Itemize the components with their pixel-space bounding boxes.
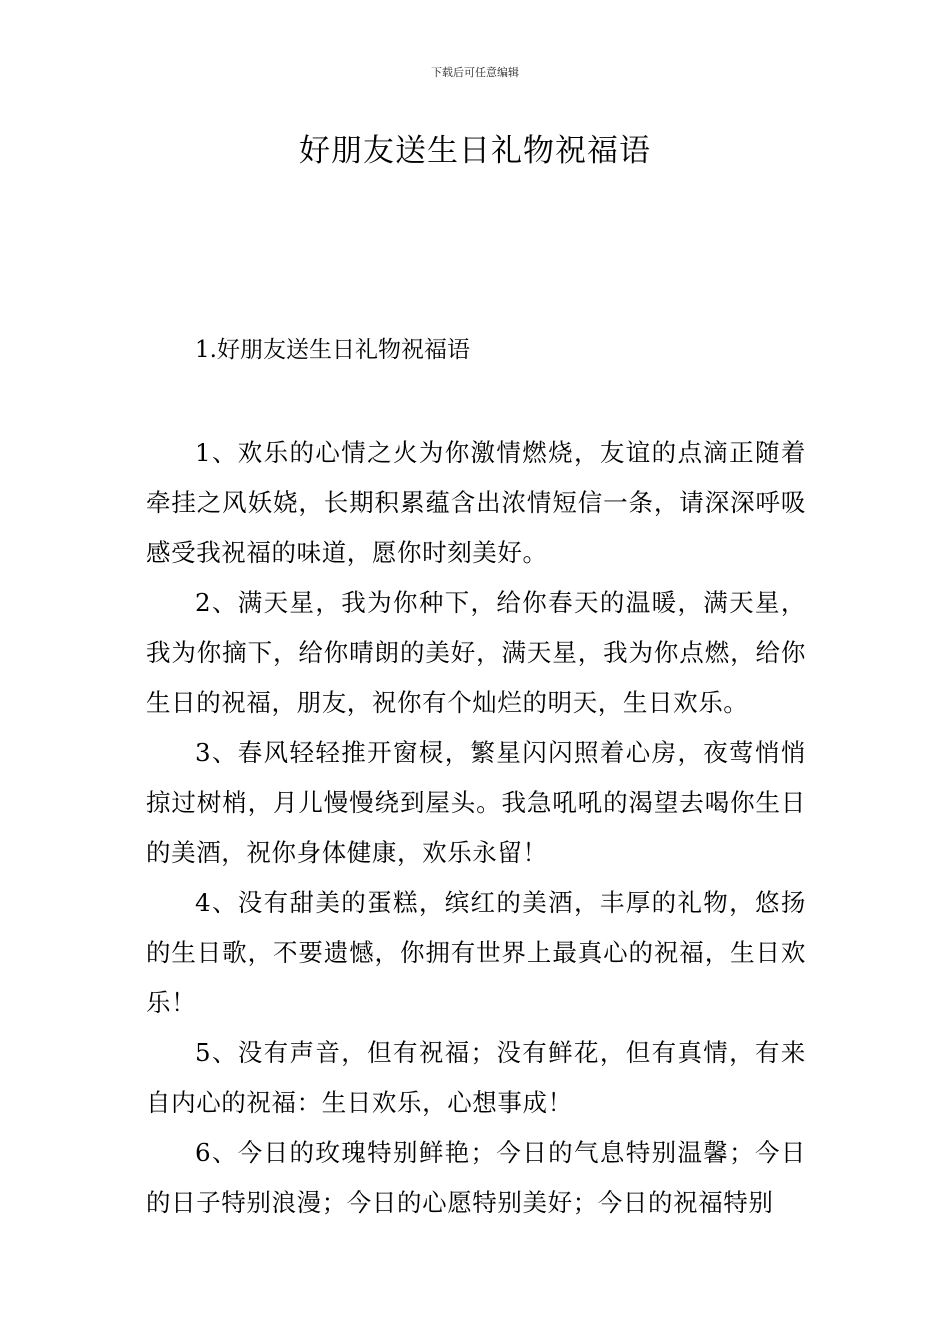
paragraph-3: 3、春风轻轻推开窗棂，繁星闪闪照着心房，夜莺悄悄掠过树梢，月儿慢慢绕到屋头。我急吼吼的渴望去喝你生日的美酒，祝你身体健康，欢乐永留！: [146, 738, 806, 867]
paragraph-1: 1、欢乐的心情之火为你激情燃烧，友谊的点滴正随着牵挂之风妖娆，长期积累蕴含出浓情短信一条，请深深呼吸感受我祝福的味道，愿你时刻美好。: [146, 438, 806, 567]
paragraph-2: 2、满天星，我为你种下，给你春天的温暖，满天星，我为你摘下，给你晴朗的美好，满天星，我为你点燃，给你生日的祝福，朋友，祝你有个灿烂的明天，生日欢乐。: [146, 588, 806, 717]
section-heading: 1.好朋友送生日礼物祝福语: [195, 337, 470, 363]
document-body: [146, 428, 806, 1228]
paragraph-5: 5、没有声音，但有祝福；没有鲜花，但有真情，有来自内心的祝福：生日欢乐，心想事成！: [146, 1038, 806, 1117]
paragraph-4: 4、没有甜美的蛋糕，缤红的美酒，丰厚的礼物，悠扬的生日歌，不要遗憾，你拥有世界上最真心的祝福，生日欢乐！: [146, 888, 806, 1017]
header-note: 下载后可任意编辑: [431, 66, 519, 79]
document-title: 好朋友送生日礼物祝福语: [299, 133, 651, 169]
paragraph-6: 6、今日的玫瑰特别鲜艳；今日的气息特别温馨；今日的日子特别浪漫；今日的心愿特别美好；今日的祝福特别: [146, 1138, 806, 1217]
